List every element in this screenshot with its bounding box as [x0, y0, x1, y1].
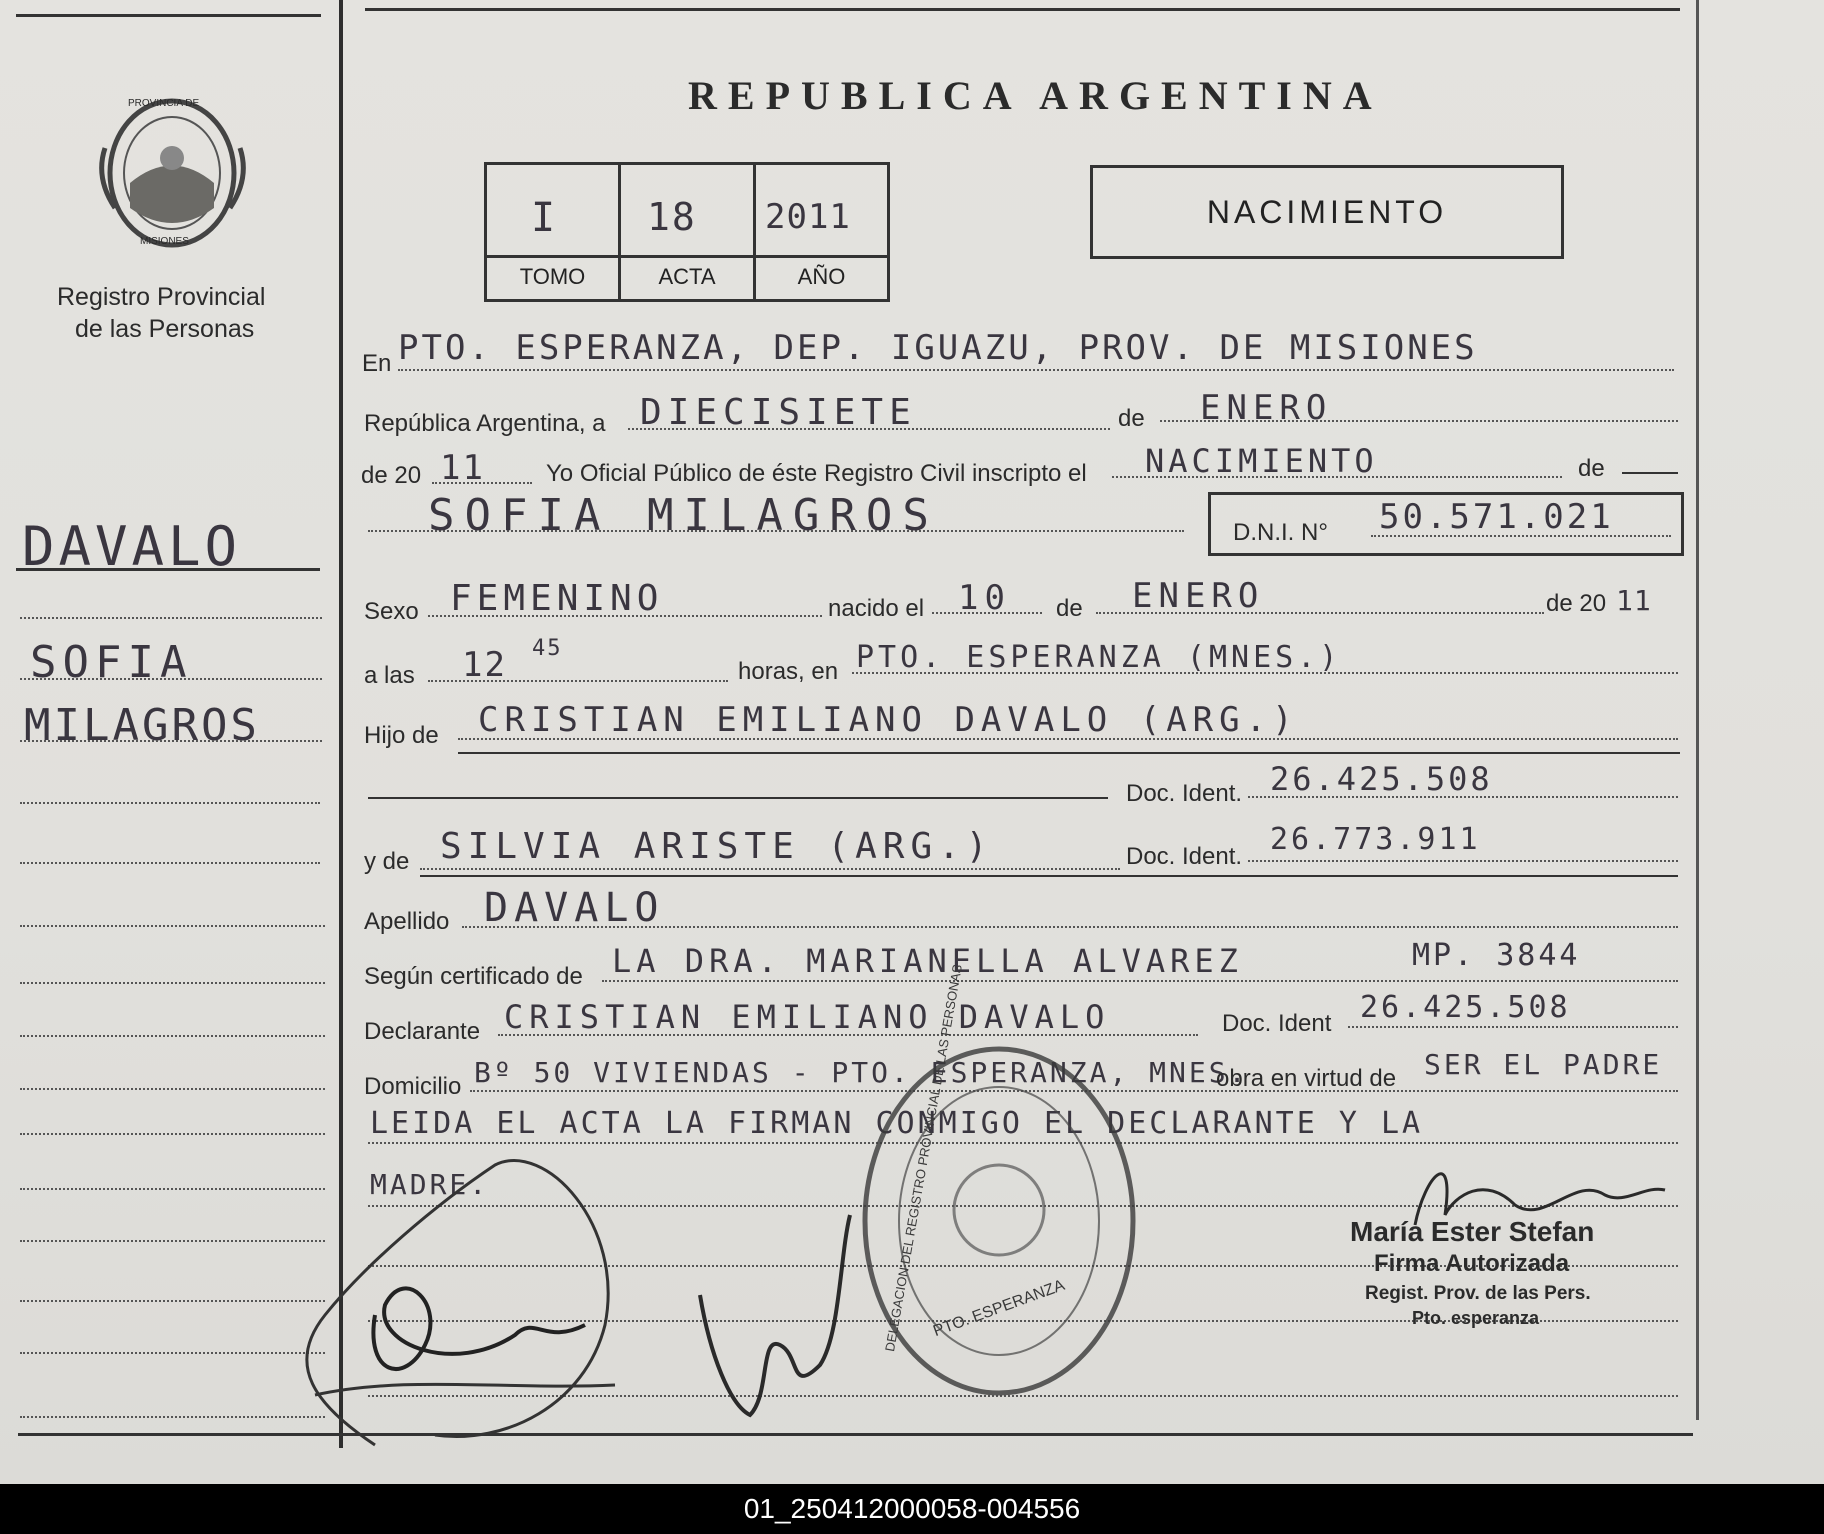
declarante-value: CRISTIAN EMILIANO DAVALO	[504, 998, 1111, 1036]
margin-line	[20, 1133, 325, 1135]
margin-line	[20, 740, 322, 742]
mother-name: SILVIA ARISTE (ARG.)	[440, 826, 994, 867]
mp-value: MP. 3844	[1412, 938, 1581, 973]
dni-label: D.N.I. N°	[1233, 519, 1328, 546]
de-label-2: de	[1578, 455, 1605, 482]
yde-label: y de	[364, 848, 410, 875]
child-name: SOFIA MILAGROS	[428, 490, 939, 541]
top-rule-right	[365, 8, 1680, 11]
year-suffix: 11	[440, 448, 485, 488]
declarante-doc: 26.425.508	[1360, 990, 1571, 1025]
republica-label: República Argentina, a	[364, 410, 606, 437]
mother-line	[420, 868, 1120, 870]
official-name: María Ester Stefan	[1350, 1216, 1595, 1247]
father-doc: 26.425.508	[1270, 760, 1493, 798]
tomo-label: TOMO	[519, 264, 586, 289]
obra-value: SER EL PADRE	[1424, 1048, 1663, 1081]
leida-line-2: MADRE.	[370, 1168, 490, 1201]
anio-label: AÑO	[797, 264, 846, 289]
margin-line	[20, 617, 322, 619]
father-name: CRISTIAN EMILIANO DAVALO (ARG.)	[478, 700, 1299, 740]
birth-day: 10	[958, 578, 1011, 618]
day-words: DIECISIETE	[640, 392, 917, 433]
province-seal-emblem	[95, 88, 250, 258]
en-label: En	[362, 350, 392, 377]
margin-line	[20, 802, 320, 804]
sexo-value: FEMENINO	[450, 578, 664, 619]
year-prefix: de 20	[361, 462, 422, 489]
mother-doc-line	[1248, 860, 1678, 862]
margin-line	[20, 862, 320, 864]
dni-box	[1208, 492, 1684, 556]
margin-line	[20, 925, 325, 927]
record-box	[484, 162, 890, 302]
hour-value: 12	[462, 645, 507, 685]
father-second-line	[458, 752, 1680, 754]
margin-line	[20, 982, 325, 984]
country-title: REPUBLICA ARGENTINA	[688, 73, 1383, 118]
place-value: PTO. ESPERANZA, DEP. IGUAZU, PROV. DE MISIONES	[398, 328, 1478, 368]
father-doc-left-line	[368, 797, 1108, 799]
registry-line-1: Registro Provincial	[57, 283, 266, 311]
anio-value: 2011	[765, 197, 851, 237]
leida-line-1: LEIDA EL ACTA LA FIRMAN CONMIGO EL DECLARANTE Y LA	[370, 1106, 1424, 1141]
acta-label: ACTA	[658, 264, 716, 289]
official-role: Firma Autorizada	[1374, 1250, 1570, 1277]
alas-label: a las	[364, 662, 415, 689]
mother-signature	[690, 1195, 880, 1435]
sexo-label: Sexo	[364, 598, 419, 625]
doc-label-3: Doc. Ident	[1222, 1010, 1332, 1037]
declarante-doc-line	[1348, 1026, 1678, 1028]
margin-line	[20, 678, 322, 680]
tomo-value: I	[531, 195, 562, 241]
seal-top-text: PROVINCIA DE	[128, 98, 200, 109]
registry-line-2: de las Personas	[75, 315, 255, 343]
de-label: de	[1118, 405, 1145, 432]
registry-stamp	[858, 963, 1140, 1402]
declarante-label: Declarante	[364, 1018, 481, 1045]
domicilio-value: Bº 50 VIVIENDAS - PTO. ESPERANZA, MNES.	[474, 1056, 1249, 1089]
doc-type-label: NACIMIENTO	[1206, 194, 1448, 230]
acta-value: 18	[647, 195, 697, 239]
margin-line	[20, 1416, 325, 1418]
domicilio-label: Domicilio	[364, 1073, 462, 1100]
margin-line	[20, 1240, 325, 1242]
margin-surname: DAVALO	[22, 515, 242, 578]
oficial-text: Yo Oficial Público de éste Registro Civil inscripto el	[546, 460, 1087, 487]
margin-line	[20, 1352, 325, 1354]
place-line	[398, 369, 1674, 371]
de-label-3: de	[1056, 595, 1083, 622]
dni-value: 50.571.021	[1379, 497, 1614, 537]
margin-line	[20, 1300, 325, 1302]
hijo-label: Hijo de	[364, 722, 439, 749]
doc-label: Doc. Ident.	[1126, 780, 1243, 807]
horas-label: horas, en	[738, 658, 839, 685]
birth-place: PTO. ESPERANZA (MNES.)	[856, 640, 1342, 675]
nacido-label: nacido el	[828, 595, 925, 622]
obra-label: obra en virtud de	[1216, 1065, 1397, 1092]
declarant-signature	[285, 1145, 655, 1465]
apellido-label: Apellido	[364, 908, 450, 935]
stamp-bottom-text: PTO. ESPERANZA	[931, 1276, 1067, 1341]
margin-name-2: MILAGROS	[24, 700, 260, 751]
birth-year-suffix: 11	[1616, 584, 1652, 617]
certificado-value: LA DRA. MARIANELLA ALVAREZ	[612, 942, 1243, 980]
margin-line	[20, 1088, 325, 1090]
official-office: Regist. Prov. de las Pers.	[1365, 1283, 1591, 1304]
de-line	[1622, 472, 1678, 474]
seal-bottom-text: MISIONES	[140, 236, 189, 247]
segun-label: Según certificado de	[364, 963, 583, 990]
minutes-value: 45	[532, 636, 563, 661]
act-type-value: NACIMIENTO	[1145, 442, 1378, 480]
official-place: Pto. esperanza	[1412, 1308, 1540, 1328]
margin-line	[20, 1188, 325, 1190]
mother-doc: 26.773.911	[1270, 822, 1481, 857]
margin-name-1: SOFIA	[30, 637, 193, 688]
image-id-footer: 01_250412000058-004556	[0, 1484, 1824, 1534]
apellido-value: DAVALO	[484, 885, 665, 931]
margin-surname-line	[16, 568, 320, 571]
certificado-line	[602, 980, 1678, 982]
birth-month: ENERO	[1132, 576, 1265, 616]
month-value: ENERO	[1200, 388, 1333, 428]
stamp-ring-text: DELEGACION DEL REGISTRO PROVINCIAL DE LAS PERSONAS	[882, 963, 965, 1353]
margin-line	[20, 1035, 325, 1037]
doc-type-box	[1090, 165, 1564, 259]
top-rule-left	[16, 14, 321, 17]
de20-label: de 20	[1546, 590, 1607, 617]
doc-label-2: Doc. Ident.	[1126, 843, 1243, 870]
right-border	[1696, 0, 1699, 1420]
mother-second-line	[420, 875, 1678, 877]
